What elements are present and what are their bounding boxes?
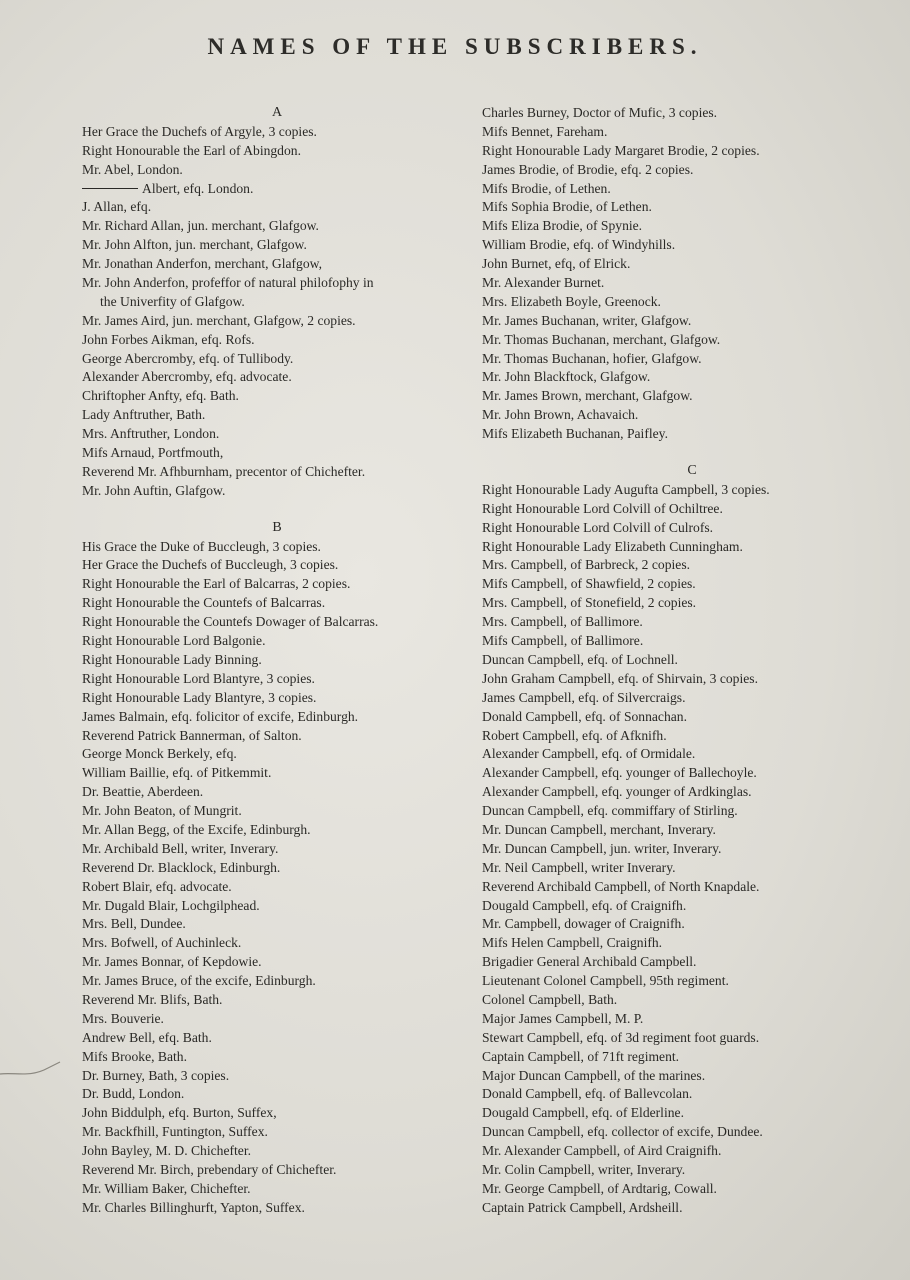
subscriber-entry: Dr. Budd, London.: [82, 1086, 185, 1102]
subscriber-entry: Mr. Colin Campbell, writer, Inverary.: [482, 1161, 686, 1177]
subscriber-entry-continuation: the Univerfity of Glafgow.: [100, 293, 245, 309]
subscriber-entry: Major Duncan Campbell, of the marines.: [482, 1067, 706, 1083]
subscriber-entry: Mr. Alexander Burnet.: [482, 275, 605, 291]
subscriber-entry: Charles Burney, Doctor of Mufic, 3 copies.: [482, 105, 718, 120]
subscriber-entry: Reverend Archibald Campbell, of North Knapdale.: [482, 878, 760, 894]
subscriber-entry: J. Allan, efq.: [82, 199, 152, 215]
subscriber-entry: Mrs. Bouverie.: [82, 1010, 164, 1026]
subscriber-entry: Her Grace the Duchefs of Buccleugh, 3 copies.: [82, 557, 339, 573]
subscriber-entry: Mr. James Aird, jun. merchant, Glafgow, 2 copies.: [82, 312, 356, 328]
subscriber-entry: Mr. Allan Begg, of the Excife, Edinburgh.: [82, 821, 311, 837]
subscriber-entry: George Monck Berkely, efq.: [82, 746, 237, 762]
subscriber-entry: Mr. Charles Billinghurft, Yapton, Suffex.: [82, 1199, 305, 1215]
subscriber-entry: James Campbell, efq. of Silvercraigs.: [482, 689, 686, 705]
subscriber-entry: Duncan Campbell, efq. collector of excife, Dundee.: [482, 1124, 763, 1140]
subscriber-entry: Right Honourable Lady Augufta Campbell, 3 copies.: [482, 481, 770, 497]
subscriber-entry: Right Honourable Lord Balgonie.: [82, 633, 266, 649]
subscriber-entry: Mr. John Brown, Achavaich.: [482, 407, 639, 423]
paper-tear-mark: [0, 1060, 80, 1090]
subscriber-entry: Dougald Campbell, efq. of Elderline.: [482, 1105, 684, 1121]
section-letter-c: C: [687, 463, 697, 479]
subscriber-entry: Mifs Sophia Brodie, of Lethen.: [482, 199, 652, 215]
subscriber-entry: Mr. William Baker, Chichefter.: [82, 1180, 251, 1196]
subscriber-entry: James Balmain, efq. folicitor of excife, Edinburgh.: [82, 708, 359, 724]
subscriber-entry: Mrs. Bell, Dundee.: [82, 916, 186, 932]
subscriber-entry: Alexander Campbell, efq. younger of Ballechoyle.: [482, 765, 757, 781]
page-title: NAMES OF THE SUBSCRIBERS.: [207, 34, 703, 59]
subscriber-entry: Mrs. Bofwell, of Auchinleck.: [82, 935, 242, 951]
subscriber-entry: John Burnet, efq, of Elrick.: [482, 256, 631, 272]
subscriber-entry: Colonel Campbell, Bath.: [482, 991, 618, 1007]
subscriber-entry: John Forbes Aikman, efq. Rofs.: [82, 331, 255, 347]
subscriber-entry: Mr. Campbell, dowager of Craignifh.: [482, 916, 685, 932]
subscriber-entry: Reverend Mr. Birch, prebendary of Chichefter.: [82, 1161, 337, 1177]
subscriber-entry: Mifs Campbell, of Shawfield, 2 copies.: [482, 576, 696, 592]
subscriber-entry: Donald Campbell, efq. of Sonnachan.: [482, 708, 687, 724]
subscriber-entry: William Brodie, efq. of Windyhills.: [482, 237, 676, 253]
subscriber-entry: James Brodie, of Brodie, efq. 2 copies.: [482, 161, 694, 177]
subscriber-entry: Captain Patrick Campbell, Ardsheill.: [482, 1199, 683, 1215]
subscriber-entry: Andrew Bell, efq. Bath.: [82, 1029, 212, 1045]
right-column: [482, 104, 902, 1218]
subscriber-entry: Right Honourable the Countefs of Balcarras.: [82, 595, 326, 611]
subscriber-entry: Dr. Beattie, Aberdeen.: [82, 784, 204, 800]
subscriber-entry: Right Honourable the Countefs Dowager of Balcarras.: [82, 614, 379, 630]
subscriber-entry: Robert Blair, efq. advocate.: [82, 878, 232, 894]
subscriber-entry: Mr. John Anderfon, profeffor of natural philofophy in: [82, 275, 374, 291]
subscriber-entry: John Graham Campbell, efq. of Shirvain, 3 copies.: [482, 670, 758, 686]
subscriber-entry: Duncan Campbell, efq. of Lochnell.: [482, 651, 678, 667]
subscriber-entry-dash: [82, 180, 472, 199]
subscriber-entry: His Grace the Duke of Buccleugh, 3 copies.: [82, 538, 321, 554]
subscriber-entry: Right Honourable the Earl of Balcarras, 2 copies.: [82, 576, 351, 592]
subscriber-entry: Donald Campbell, efq. of Ballevcolan.: [482, 1086, 693, 1102]
subscriber-entry: Mr. John Blackftock, Glafgow.: [482, 369, 651, 385]
subscriber-entry: Mr. James Bruce, of the excife, Edinburgh.: [82, 973, 316, 989]
subscriber-entry: Mifs Brooke, Bath.: [82, 1048, 187, 1064]
subscriber-entry: William Baillie, efq. of Pitkemmit.: [82, 765, 272, 781]
subscriber-entry: Major James Campbell, M. P.: [482, 1010, 644, 1026]
subscriber-entry: Right Honourable Lord Blantyre, 3 copies.: [82, 670, 315, 686]
subscriber-entry: George Abercromby, efq. of Tullibody.: [82, 350, 294, 366]
subscriber-entry: Right Honourable Lord Colvill of Culrofs.: [482, 519, 714, 535]
subscriber-entry: Mr. James Bonnar, of Kepdowie.: [82, 954, 262, 970]
subscriber-entry: Dr. Burney, Bath, 3 copies.: [82, 1067, 230, 1083]
subscriber-entry: Right Honourable Lady Blantyre, 3 copies.: [82, 689, 317, 705]
subscriber-entry: Chriftopher Anfty, efq. Bath.: [82, 388, 239, 404]
section-gap: [482, 444, 902, 462]
subscriber-entry: Reverend Mr. Afhburnham, precentor of Chichefter.: [82, 463, 366, 479]
subscriber-entry: John Bayley, M. D. Chichefter.: [82, 1143, 252, 1159]
subscriber-entry: Mrs. Campbell, of Barbreck, 2 copies.: [482, 557, 691, 573]
subscriber-entry: Mr. James Brown, merchant, Glafgow.: [482, 388, 693, 404]
subscriber-entry: Mr. Duncan Campbell, jun. writer, Inverary.: [482, 840, 722, 856]
subscriber-entry: Right Honourable Lord Colvill of Ochiltree.: [482, 500, 723, 516]
subscriber-entry: Dougald Campbell, efq. of Craignifh.: [482, 897, 687, 913]
section-letter-a: A: [271, 105, 283, 120]
subscriber-entry: Mifs Elizabeth Buchanan, Paifley.: [482, 426, 668, 442]
subscriber-entry: Mrs. Campbell, of Ballimore.: [482, 614, 643, 630]
subscriber-entry: Brigadier General Archibald Campbell.: [482, 954, 697, 970]
subscriber-entry: Alexander Campbell, efq. of Ormidale.: [482, 746, 696, 762]
subscriber-entry: Lieutenant Colonel Campbell, 95th regiment.: [482, 973, 729, 989]
subscriber-entry: Duncan Campbell, efq. commiffary of Stirling.: [482, 803, 738, 819]
subscriber-entry: Mifs Campbell, of Ballimore.: [482, 633, 644, 649]
subscriber-entry: Mr. John Beaton, of Mungrit.: [82, 803, 242, 819]
subscriber-entry: Robert Campbell, efq. of Afknifh.: [482, 727, 667, 743]
subscriber-entry: Right Honourable the Earl of Abingdon.: [82, 142, 301, 158]
subscriber-entry: Mr. James Buchanan, writer, Glafgow.: [482, 312, 692, 328]
subscriber-entry: John Biddulph, efq. Burton, Suffex,: [82, 1105, 277, 1121]
subscriber-entry: Mr. John Auftin, Glafgow.: [82, 482, 226, 498]
subscriber-entry: Mr. Archibald Bell, writer, Inverary.: [82, 840, 279, 856]
subscriber-entry: Mr. Backfhill, Funtington, Suffex.: [82, 1124, 268, 1140]
subscriber-entry: Her Grace the Duchefs of Argyle, 3 copies.: [82, 123, 317, 139]
subscriber-entry: Mr. Dugald Blair, Lochgilphead.: [82, 897, 260, 913]
subscriber-entry: Mr. Alexander Campbell, of Aird Craignifh.: [482, 1143, 722, 1159]
subscriber-entry: Mrs. Anftruther, London.: [82, 426, 220, 442]
subscriber-entry: Mr. George Campbell, of Ardtarig, Cowall.: [482, 1180, 717, 1196]
subscriber-entry: Stewart Campbell, efq. of 3d regiment foot guards.: [482, 1029, 760, 1045]
subscriber-entry-text: Albert, efq. London.: [142, 180, 254, 196]
subscriber-entry: Mifs Eliza Brodie, of Spynie.: [482, 218, 643, 234]
subscriber-entry: Alexander Abercromby, efq. advocate.: [82, 369, 292, 385]
subscriber-entry: Mr. Jonathan Anderfon, merchant, Glafgow,: [82, 256, 322, 272]
subscriber-entry: Lady Anftruther, Bath.: [82, 407, 206, 423]
subscriber-entry: Mr. John Alfton, jun. merchant, Glafgow.: [82, 237, 307, 253]
section-gap: [82, 501, 472, 519]
subscriber-entry: Mr. Thomas Buchanan, merchant, Glafgow.: [482, 331, 721, 347]
subscriber-entry: Mifs Bennet, Fareham.: [482, 123, 608, 139]
subscriber-entry: Mifs Arnaud, Portfmouth,: [82, 445, 224, 461]
subscriber-entry: Mifs Brodie, of Lethen.: [482, 180, 611, 196]
subscriber-entry: Mr. Neil Campbell, writer Inverary.: [482, 859, 676, 875]
section-letter-b: B: [272, 519, 282, 535]
subscriber-entry: Alexander Campbell, efq. younger of Ardkinglas.: [482, 784, 752, 800]
subscriber-entry: Mr. Richard Allan, jun. merchant, Glafgow.: [82, 218, 319, 234]
subscriber-entry: Mrs. Elizabeth Boyle, Greenock.: [482, 293, 661, 309]
subscriber-entry: Right Honourable Lady Binning.: [82, 651, 262, 667]
subscriber-entry: Right Honourable Lady Margaret Brodie, 2 copies.: [482, 142, 760, 158]
subscriber-entry: Reverend Mr. Blifs, Bath.: [82, 991, 223, 1007]
subscriber-entry: Captain Campbell, of 71ft regiment.: [482, 1048, 680, 1064]
subscriber-entry: Reverend Dr. Blacklock, Edinburgh.: [82, 859, 281, 875]
subscriber-entry: Mr. Abel, London.: [82, 161, 183, 177]
name-blank-rule: [82, 188, 138, 189]
subscriber-entry: Mr. Duncan Campbell, merchant, Inverary.: [482, 821, 716, 837]
subscriber-entry: Mrs. Campbell, of Stonefield, 2 copies.: [482, 595, 697, 611]
subscriber-entry: Right Honourable Lady Elizabeth Cunningham.: [482, 538, 743, 554]
left-column: [82, 104, 472, 1218]
subscriber-entry: Mr. Thomas Buchanan, hofier, Glafgow.: [482, 350, 702, 366]
subscriber-entry: Mifs Helen Campbell, Craignifh.: [482, 935, 663, 951]
subscriber-entry: Reverend Patrick Bannerman, of Salton.: [82, 727, 302, 743]
